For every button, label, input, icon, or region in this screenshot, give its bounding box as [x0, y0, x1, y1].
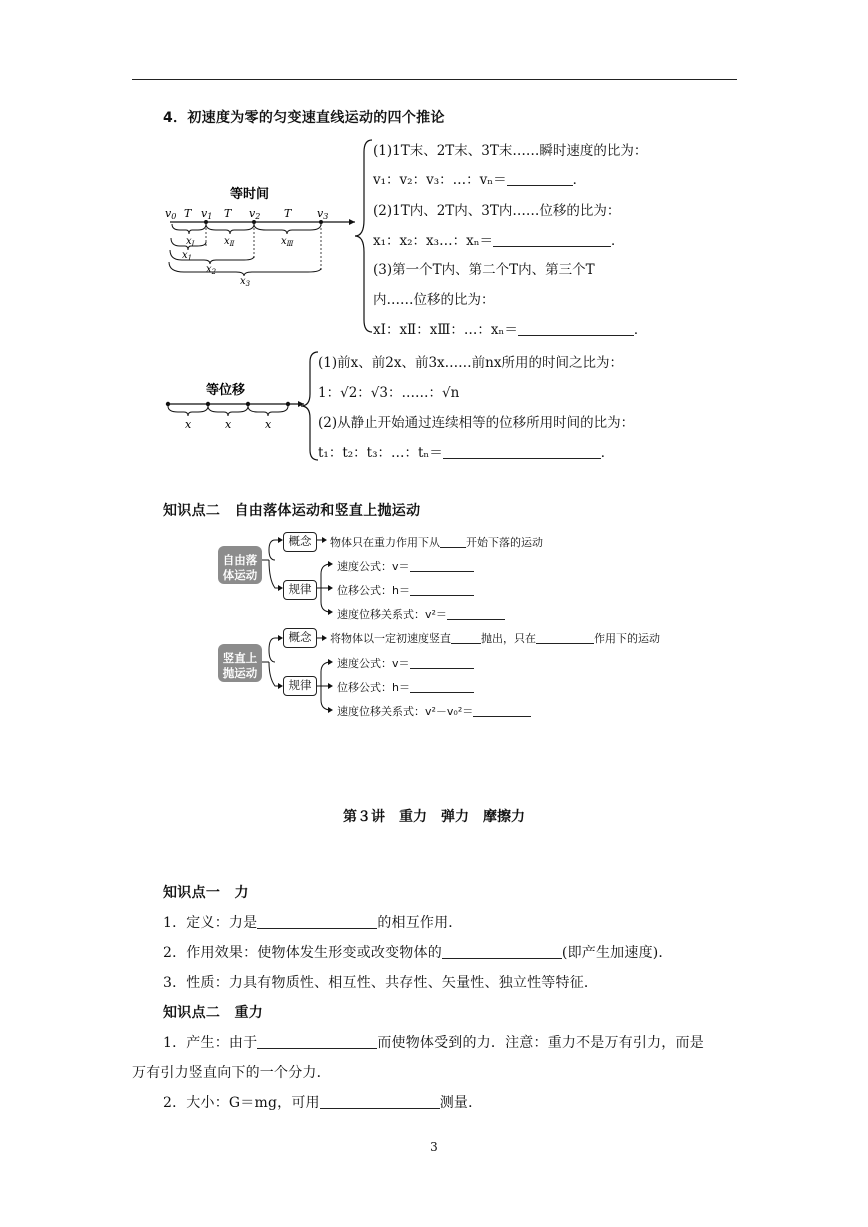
label-v0: v0: [165, 207, 177, 221]
svg-text:xⅢ: $x_Ⅲ$: [281, 236, 294, 248]
svg-text:x: x: [185, 418, 192, 431]
force-nature: 3．性质：力具有物质性、相互性、共存性、矢量性、独立性等特征．: [163, 975, 599, 991]
vertical-up-node: 竖直上 抛运动: [218, 644, 262, 682]
time-item-2: v₁：v₂：v₃：…：vₙ＝ ．: [373, 172, 587, 188]
svg-text:x1: $x_1$: [182, 250, 193, 262]
force-effect: 2．作用效果：使物体发生形变或改变物体的 (即产生加速度)．: [163, 945, 673, 961]
label-v2: v2: [249, 207, 261, 221]
label-T3: T: [284, 207, 292, 220]
brace-xII: [206, 224, 254, 234]
svg-text:xⅡ: $x_Ⅱ$: [224, 236, 235, 248]
vertical-up-concept-text: 将物体以一定初速度竖直 抛出，只在 作用下的运动: [330, 632, 660, 645]
header-rule: [132, 79, 737, 80]
page-number: 3: [430, 1140, 438, 1154]
gravity-production: 1．产生：由于 而使物体受到的力．注意：重力不是万有引力，而是: [163, 1035, 704, 1051]
blank-vertical-up-direction[interactable]: [451, 632, 481, 644]
lecture-3-title: 第３讲 重力 弹力 摩擦力: [343, 809, 525, 825]
gravity-production-cont: 万有引力竖直向下的一个分力．: [132, 1065, 331, 1081]
svg-text:x: x: [265, 418, 272, 431]
svg-text:x: x: [225, 418, 232, 431]
brace-xIII: [254, 224, 321, 234]
blank-force-definition[interactable]: [257, 914, 377, 929]
svg-text:xⅠ: $x_Ⅰ$: [186, 236, 195, 248]
disp-item-3: (2)从静止开始通过连续相等的位移所用时间的比为：: [318, 415, 635, 431]
brace-x3: [169, 262, 321, 276]
time-item-7: xⅠ：xⅡ：xⅢ：…：xₙ＝ ．: [373, 322, 648, 338]
label-v1: v1: [201, 207, 213, 221]
disp-item-2: 1：√2：√3：……：√n: [318, 385, 460, 401]
vertical-up-concept-box: 概念: [283, 628, 317, 648]
section-4-title: 4．初速度为零的匀变速直线运动的四个推论: [163, 110, 445, 126]
equal-displacement-label: 等位移: [206, 383, 246, 398]
kp2-title: 知识点二 自由落体运动和竖直上抛运动: [163, 503, 421, 519]
blank-successive-displacement-ratio[interactable]: [518, 321, 634, 336]
force-definition: 1．定义：力是 的相互作用．: [163, 915, 463, 931]
free-fall-concept-box: 概念: [283, 532, 317, 552]
vertical-up-vel-disp: 速度位移关系式：v²－v₀²＝: [337, 703, 531, 719]
time-item-6: 内……位移的比为：: [373, 292, 495, 308]
brace-xI: [172, 224, 206, 234]
disp-item-1: (1)前x、前2x、前3x……前nx所用的时间之比为：: [318, 355, 623, 371]
blank-vertical-up-force[interactable]: [536, 632, 594, 644]
time-item-4: x₁：x₂：x₃…：xₙ＝ ．: [373, 233, 625, 249]
vertical-up-velocity: 速度公式：v＝: [337, 655, 474, 671]
blank-gravity-cause[interactable]: [257, 1034, 377, 1049]
svg-text:x2: $x_2$: [206, 264, 217, 276]
blank-vertical-up-displacement[interactable]: [410, 681, 474, 693]
blank-displacement-ratio[interactable]: [493, 232, 611, 247]
free-fall-vel-disp: 速度位移关系式：v²＝: [337, 606, 505, 622]
kp1-force-title: 知识点一 力: [163, 885, 249, 901]
disp-item-4: t₁：t₂：t₃：…：tₙ＝ ．: [318, 445, 615, 461]
blank-free-fall-start[interactable]: [440, 536, 466, 548]
blank-free-fall-displacement[interactable]: [410, 584, 474, 596]
kp2-gravity-title: 知识点二 重力: [163, 1005, 264, 1021]
gravity-size: 2．大小：G＝mg，可用 测量．: [163, 1095, 483, 1111]
time-item-5: (3)第一个T内、第二个T内、第三个T: [373, 262, 595, 278]
vertical-up-displacement: 位移公式：h＝: [337, 679, 474, 695]
svg-text:x3: $x_3$: [240, 276, 251, 288]
free-fall-velocity: 速度公式：v＝: [337, 558, 474, 574]
blank-free-fall-velocity[interactable]: [410, 560, 474, 572]
equal-time-label: 等时间: [230, 187, 270, 202]
blank-time-ratio[interactable]: [443, 444, 601, 459]
time-items-brace: [352, 138, 374, 334]
free-fall-displacement: 位移公式：h＝: [337, 582, 474, 598]
equal-displacement-diagram: [160, 378, 310, 434]
free-fall-concept-text: 物体只在重力作用下从 开始下落的运动: [330, 536, 543, 549]
blank-gravity-instrument[interactable]: [320, 1094, 440, 1109]
vertical-up-law-box: 规律: [283, 676, 317, 696]
label-T1: T: [184, 207, 192, 220]
label-T2: T: [224, 207, 232, 220]
free-fall-node: 自由落 体运动: [218, 546, 262, 584]
blank-force-effect[interactable]: [442, 944, 562, 959]
blank-velocity-ratio[interactable]: [507, 171, 573, 186]
blank-free-fall-vel-disp[interactable]: [447, 608, 505, 620]
free-fall-law-box: 规律: [283, 580, 317, 600]
disp-items-brace: [298, 350, 320, 462]
blank-vertical-up-vel-disp[interactable]: [473, 705, 531, 717]
time-item-3: (2)1T内、2T内、3T内……位移的比为：: [373, 203, 621, 219]
blank-vertical-up-velocity[interactable]: [410, 657, 474, 669]
label-v3: v3: [317, 207, 329, 221]
time-item-1: (1)1T末、2T末、3T末……瞬时速度的比为：: [373, 143, 648, 159]
equal-time-diagram: [160, 180, 360, 290]
